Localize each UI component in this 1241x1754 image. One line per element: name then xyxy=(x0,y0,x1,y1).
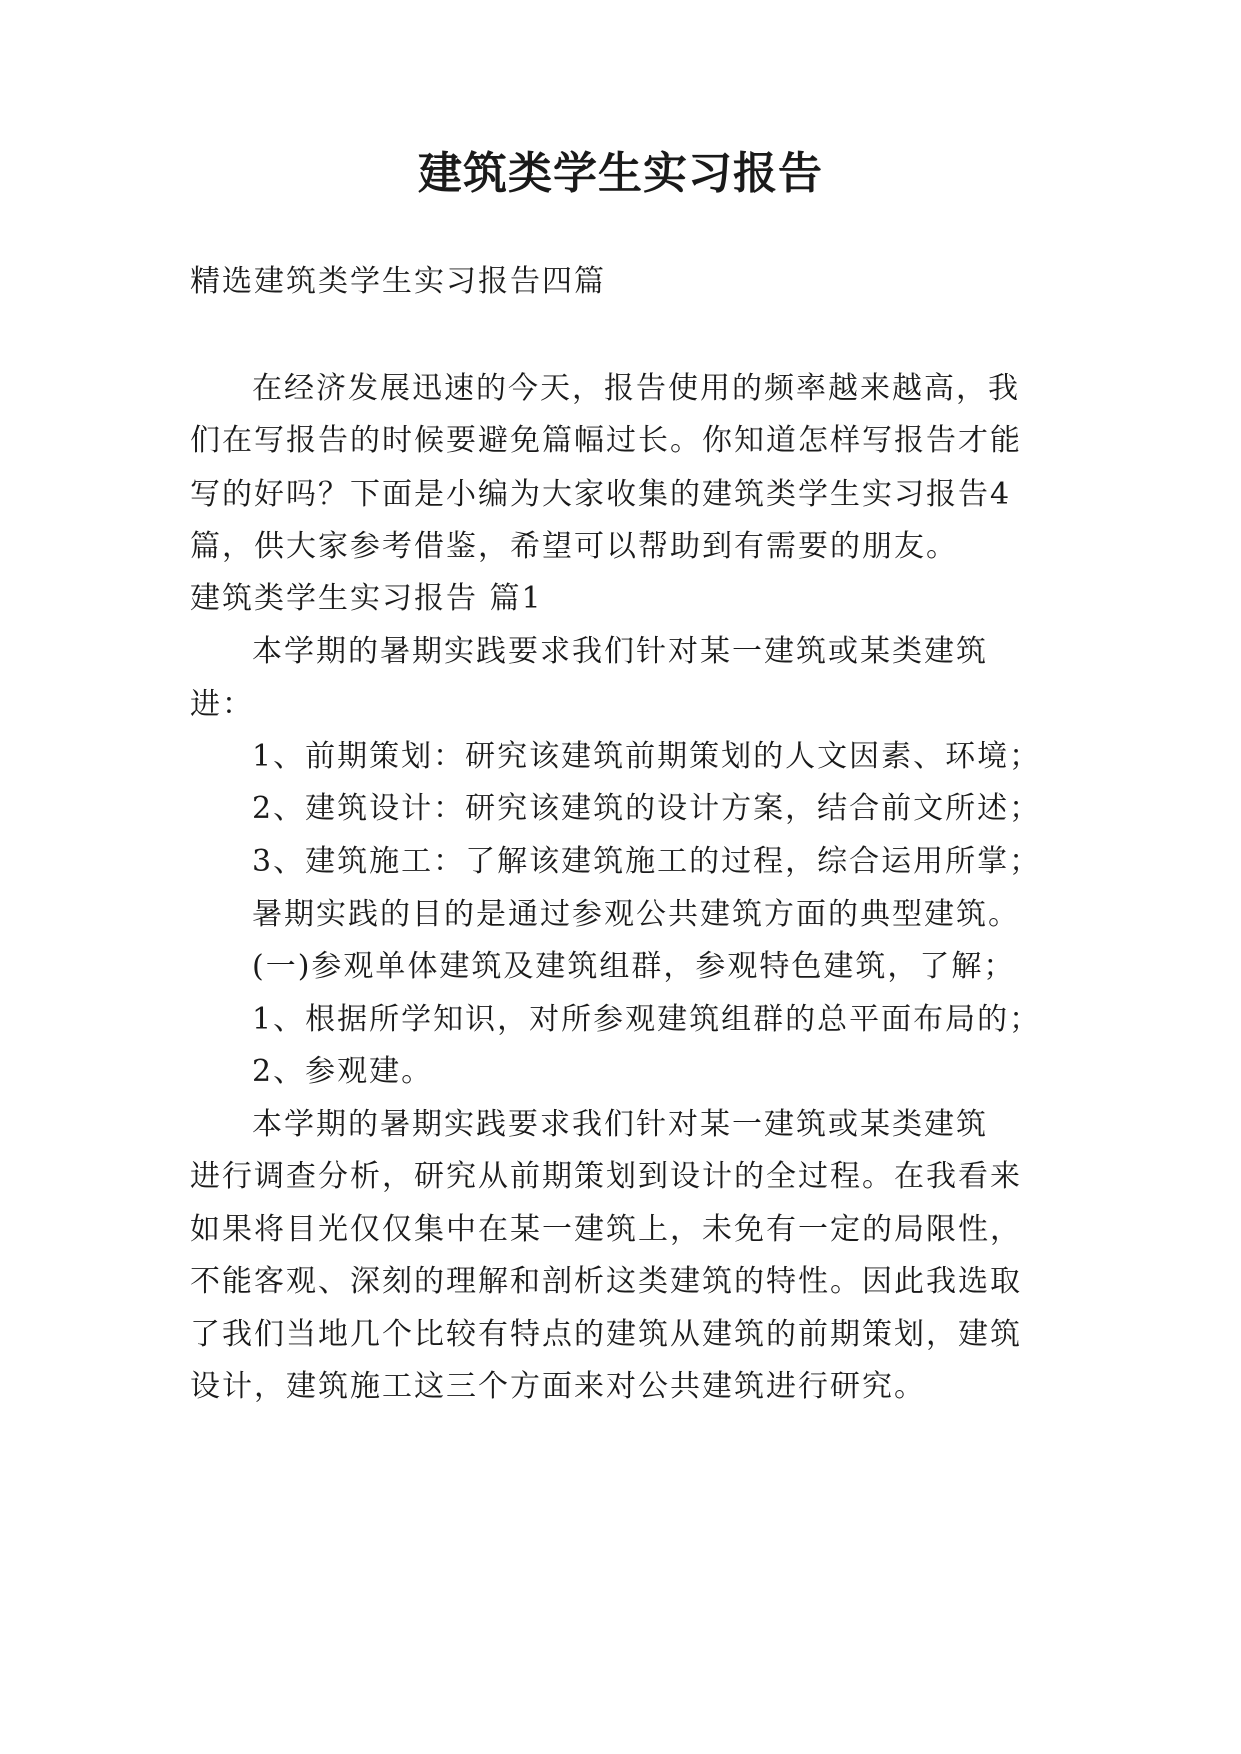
paragraph-line: 了我们当地几个比较有特点的建筑从建筑的前期策划，建筑 xyxy=(190,1317,1022,1352)
paragraph-line: 本学期的暑期实践要求我们针对某一建筑或某类建筑 xyxy=(252,634,988,669)
list-item: (一)参观单体建筑及建筑组群，参观特色建筑，了解； xyxy=(252,949,1016,984)
intro-line: 写的好吗？下面是小编为大家收集的建筑类学生实习报告4 xyxy=(190,477,1012,512)
paragraph-line: 如果将目光仅仅集中在某一建筑上，未免有一定的局限性， xyxy=(190,1212,1022,1247)
list-item: 暑期实践的目的是通过参观公共建筑方面的典型建筑。 xyxy=(252,897,1020,932)
paragraph-line: 进： xyxy=(190,687,254,722)
paragraph-line: 本学期的暑期实践要求我们针对某一建筑或某类建筑 xyxy=(252,1107,988,1142)
paragraph-line: 不能客观、深刻的理解和剖析这类建筑的特性。因此我选取 xyxy=(190,1264,1022,1299)
document-title: 建筑类学生实习报告 xyxy=(418,148,823,199)
list-item: 2、参观建。 xyxy=(252,1054,434,1089)
document-subtitle: 精选建筑类学生实习报告四篇 xyxy=(190,264,606,299)
paragraph-line: 设计，建筑施工这三个方面来对公共建筑进行研究。 xyxy=(190,1369,926,1404)
intro-line: 在经济发展迅速的今天，报告使用的频率越来越高，我 xyxy=(252,371,1020,406)
list-item: 2、建筑设计：研究该建筑的设计方案，结合前文所述； xyxy=(252,791,1042,826)
section-heading: 建筑类学生实习报告 篇1 xyxy=(190,581,543,616)
list-item: 3、建筑施工：了解该建筑施工的过程，综合运用所掌； xyxy=(252,844,1042,879)
paragraph-line: 进行调查分析，研究从前期策划到设计的全过程。在我看来 xyxy=(190,1159,1022,1194)
intro-line: 篇，供大家参考借鉴，希望可以帮助到有需要的朋友。 xyxy=(190,529,958,564)
intro-line: 们在写报告的时候要避免篇幅过长。你知道怎样写报告才能 xyxy=(190,423,1022,458)
list-item: 1、根据所学知识，对所参观建筑组群的总平面布局的； xyxy=(252,1002,1042,1037)
list-item: 1、前期策划：研究该建筑前期策划的人文因素、环境； xyxy=(252,739,1042,774)
